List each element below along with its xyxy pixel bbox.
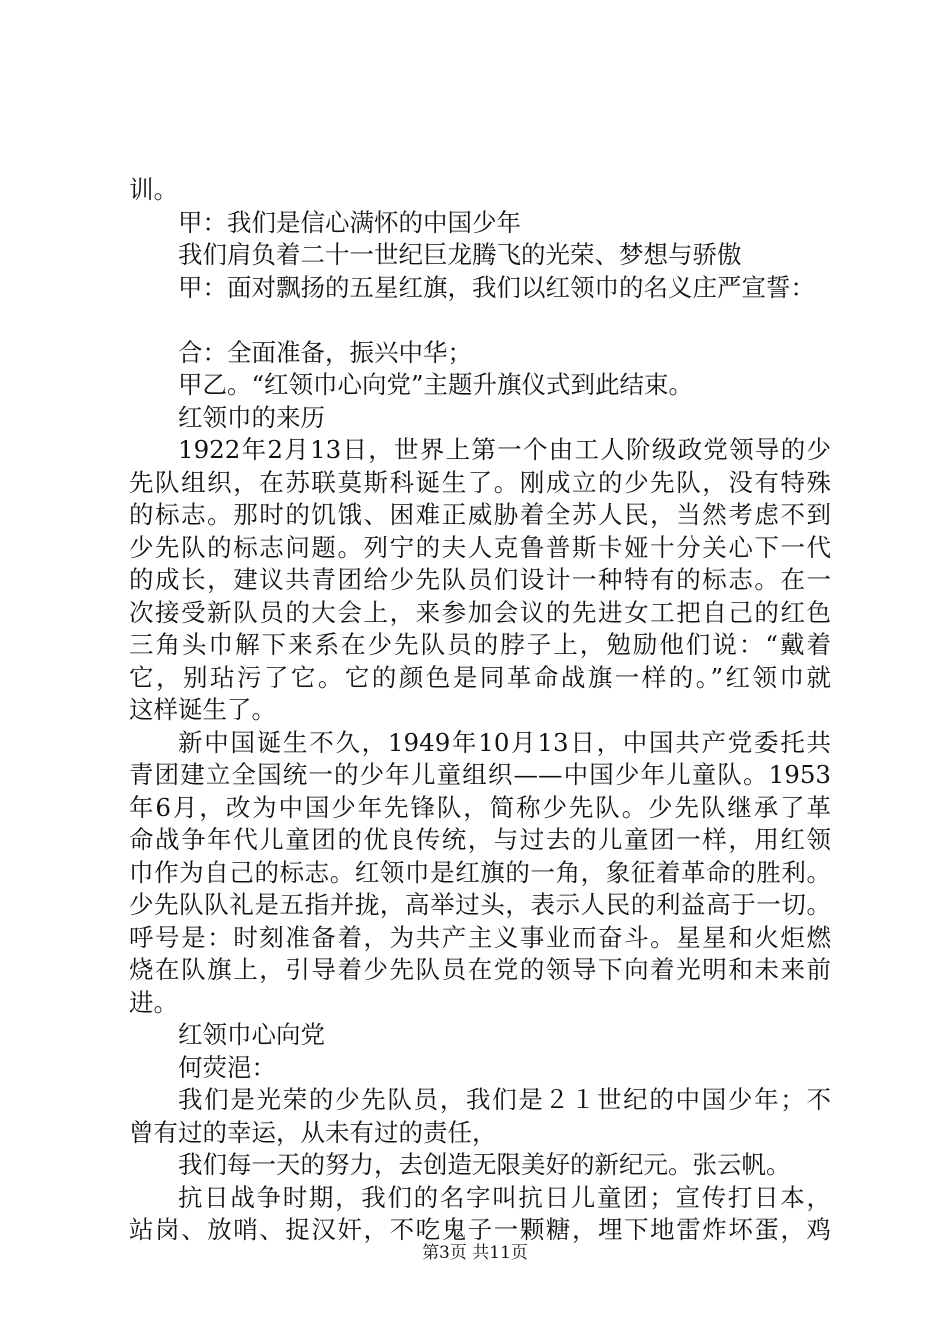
text-line: 我们是光荣的少先队员，我们是２１世纪的中国少年；不 xyxy=(178,1085,831,1114)
text-line: 少先队的标志问题。列宁的夫人克鲁普斯卡娅十分关心下一代 xyxy=(129,532,831,562)
text-line: 巾作为自己的标志。红领巾是红旗的一角，象征着革命的胜利。 xyxy=(129,857,831,887)
text-line: 的成长，建议共青团给少先队员们设计一种特有的标志。在一 xyxy=(129,565,831,594)
text-line: 曾有过的幸运，从未有过的责任， xyxy=(129,1117,497,1147)
section-heading: 红领巾心向党 xyxy=(178,1020,325,1049)
text-line: 1922年2月13日，世界上第一个由工人阶级政党领导的少 xyxy=(178,435,831,464)
text-line: 烧在队旗上，引导着少先队员在党的领导下向着光明和未来前 xyxy=(129,955,831,984)
text-line: 命战争年代儿童团的优良传统，与过去的儿童团一样，用红领 xyxy=(129,825,831,854)
text-line: 甲乙。“红领巾心向党”主题升旗仪式到此结束。 xyxy=(178,370,694,399)
text-line: 三角头巾解下来系在少先队员的脖子上，勉励他们说：“戴着 xyxy=(129,630,831,659)
page-footer: 第3页 共11页 xyxy=(422,1243,528,1263)
blank-line xyxy=(129,304,831,337)
text-line: 甲：我们是信心满怀的中国少年 xyxy=(178,207,521,237)
text-line: 这样诞生了。 xyxy=(129,695,276,724)
author-name: 何荧浥： xyxy=(178,1052,276,1082)
text-line: 的标志。那时的饥饿、困难正威胁着全苏人民，当然考虑不到 xyxy=(129,500,831,529)
section-heading: 红领巾的来历 xyxy=(178,402,325,432)
text-line: 进。 xyxy=(129,987,178,1017)
text-line: 我们每一天的努力，去创造无限美好的新纪元。张云帆。 xyxy=(178,1150,791,1179)
text-line: 次接受新队员的大会上，来参加会议的先进女工把自己的红色 xyxy=(129,597,831,627)
text-line: 先队组织，在苏联莫斯科诞生了。刚成立的少先队，没有特殊 xyxy=(129,467,831,497)
text-line: 青团建立全国统一的少年儿童组织——中国少年儿童队。1953 xyxy=(129,760,831,789)
text-line: 少先队队礼是五指并拢，高举过头，表示人民的利益高于一切。 xyxy=(129,890,831,919)
text-line: 它，别玷污了它。它的颜色是同革命战旗一样的。”红领巾就 xyxy=(129,662,831,692)
text-line: 训。 xyxy=(129,175,178,204)
text-line: 站岗、放哨、捉汉奸，不吃鬼子一颗糖，埋下地雷炸坏蛋，鸡 xyxy=(129,1215,831,1244)
text-line: 抗日战争时期，我们的名字叫抗日儿童团；宣传打日本， xyxy=(178,1182,831,1212)
text-line: 合：全面准备，振兴中华； xyxy=(178,337,472,367)
text-line: 新中国诞生不久，1949年10月13日，中国共产党委托共 xyxy=(178,727,831,757)
text-line: 年6月，改为中国少年先锋队，简称少先队。少先队继承了革 xyxy=(129,792,831,822)
document-body xyxy=(129,174,831,1247)
text-line: 甲：面对飘扬的五星红旗，我们以红领巾的名义庄严宣誓： xyxy=(178,272,815,302)
text-line: 呼号是：时刻准备着，为共产主义事业而奋斗。星星和火炬燃 xyxy=(129,922,831,952)
text-line: 我们肩负着二十一世纪巨龙腾飞的光荣、梦想与骄傲 xyxy=(178,240,742,269)
